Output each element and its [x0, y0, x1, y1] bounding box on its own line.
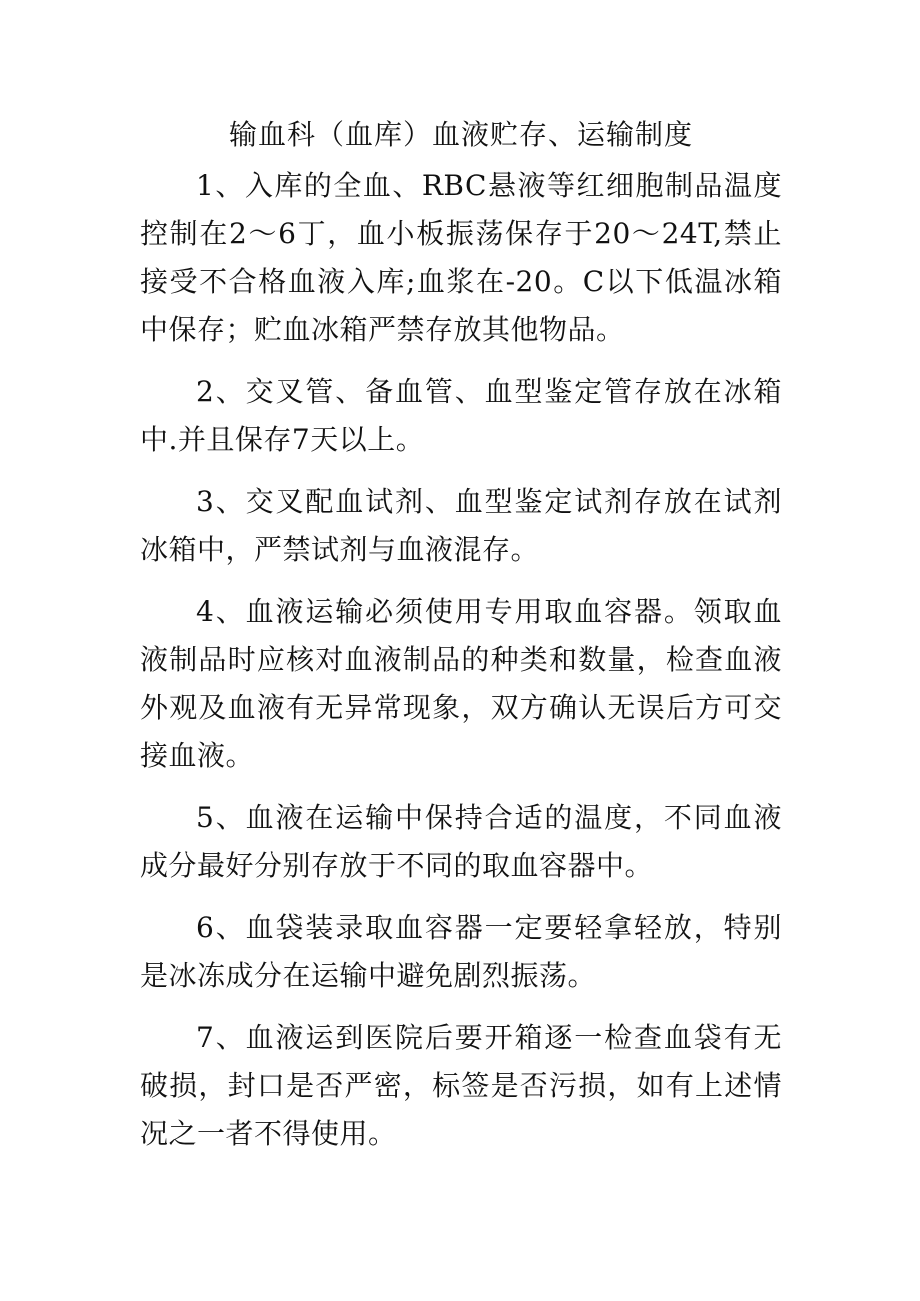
paragraph-3: 3、交叉配血试剂、血型鉴定试剂存放在试剂冰箱中，严禁试剂与血液混存。 [140, 485, 782, 566]
paragraph-1: 1、入库的全血、RBC悬液等红细胞制品温度控制在2～6丁，血小板振荡保存于20～24T,禁止接受不合格血液入库;血浆在-20。C以下低温冰箱中保存；贮血冰箱严禁存放其他物品。 [140, 169, 782, 346]
document-title: 输血科（血库）血液贮存、运输制度 [228, 118, 693, 151]
paragraph-5: 5、血液在运输中保持合适的温度，不同血液成分最好分别存放于不同的取血容器中。 [140, 801, 782, 882]
paragraph-4: 4、血液运输必须使用专用取血容器。领取血液制品时应核对血液制品的种类和数量，检查血液外观及血液有无异常现象，双方确认无误后方可交接血液。 [140, 595, 782, 772]
paragraph-2: 2、交叉管、备血管、血型鉴定管存放在冰箱中.并且保存7天以上。 [140, 375, 782, 456]
paragraph-6: 6、血袋装录取血容器一定要轻拿轻放，特别是冰冻成分在运输中避免剧烈振荡。 [140, 911, 782, 992]
paragraph-7: 7、血液运到医院后要开箱逐一检查血袋有无破损，封口是否严密，标签是否污损，如有上述情况之一者不得使用。 [140, 1021, 782, 1150]
document-page [140, 112, 782, 1172]
